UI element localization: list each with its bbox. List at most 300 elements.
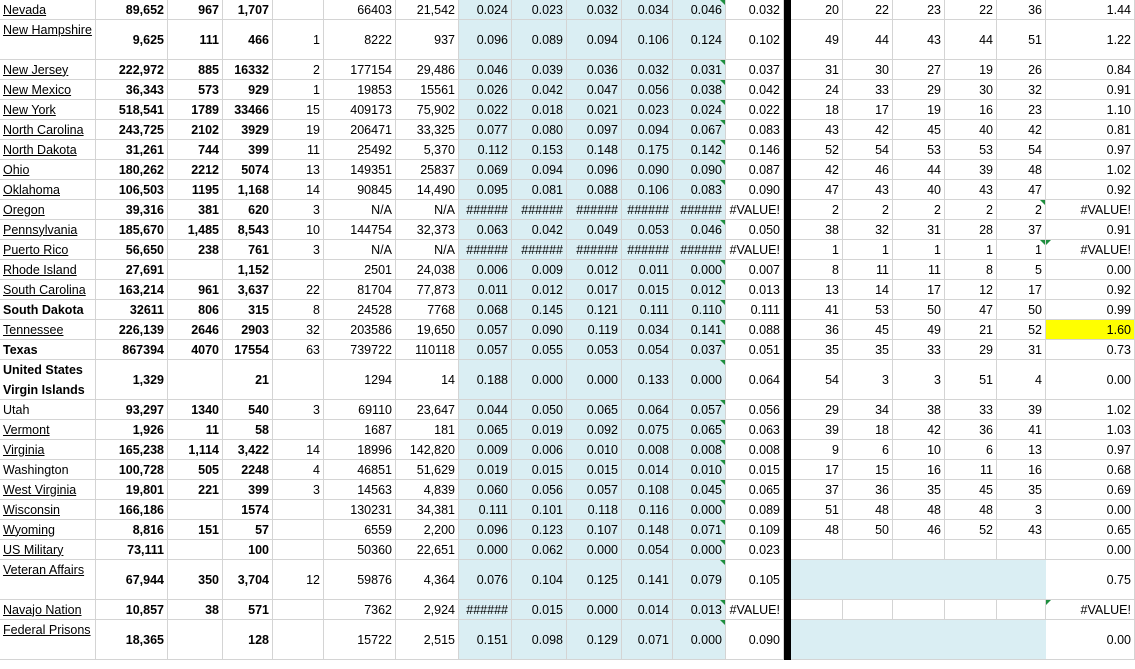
- avg-cell[interactable]: 0.050: [726, 220, 784, 240]
- rank-cell[interactable]: [843, 600, 893, 620]
- rank-cell[interactable]: 11: [843, 260, 893, 280]
- rate-cell[interactable]: 0.119: [567, 320, 622, 340]
- ratio-cell[interactable]: 1.02: [1046, 160, 1135, 180]
- col-d-cell[interactable]: 571: [223, 600, 273, 620]
- avg-cell[interactable]: 0.022: [726, 100, 784, 120]
- rate-cell[interactable]: 0.009: [512, 260, 567, 280]
- col-d-cell[interactable]: 8,543: [223, 220, 273, 240]
- rate-cell[interactable]: 0.045: [673, 480, 726, 500]
- deaths-cell[interactable]: 38: [168, 600, 223, 620]
- col-g-cell[interactable]: 24,038: [396, 260, 459, 280]
- rank-cell[interactable]: 12: [945, 280, 997, 300]
- col-g-cell[interactable]: 33,325: [396, 120, 459, 140]
- col-e-cell[interactable]: [273, 420, 324, 440]
- rank-cell[interactable]: 1: [945, 240, 997, 260]
- rate-cell[interactable]: 0.141: [622, 560, 673, 600]
- col-g-cell[interactable]: 14: [396, 360, 459, 400]
- rank-cell[interactable]: 28: [945, 220, 997, 240]
- rate-cell[interactable]: 0.000: [512, 360, 567, 400]
- rank-cell[interactable]: 33: [843, 80, 893, 100]
- rank-cell[interactable]: 8: [791, 260, 843, 280]
- deaths-cell[interactable]: [168, 360, 223, 400]
- col-g-cell[interactable]: 22,651: [396, 540, 459, 560]
- col-d-cell[interactable]: 3929: [223, 120, 273, 140]
- col-f-cell[interactable]: 130231: [324, 500, 396, 520]
- rate-cell[interactable]: 0.065: [673, 420, 726, 440]
- rate-cell[interactable]: 0.145: [512, 300, 567, 320]
- col-d-cell[interactable]: 16332: [223, 60, 273, 80]
- col-d-cell[interactable]: 1,152: [223, 260, 273, 280]
- rank-cell[interactable]: 47: [791, 180, 843, 200]
- col-g-cell[interactable]: 4,839: [396, 480, 459, 500]
- rate-cell[interactable]: 0.108: [622, 480, 673, 500]
- deaths-cell[interactable]: 2646: [168, 320, 223, 340]
- deaths-cell[interactable]: 4070: [168, 340, 223, 360]
- rate-cell[interactable]: ######: [567, 240, 622, 260]
- rate-cell[interactable]: 0.057: [567, 480, 622, 500]
- rate-cell[interactable]: 0.006: [512, 440, 567, 460]
- rate-cell[interactable]: 0.000: [567, 600, 622, 620]
- row-name-cell[interactable]: Oregon: [0, 200, 96, 220]
- rate-cell[interactable]: 0.022: [459, 100, 512, 120]
- rank-cell[interactable]: 1: [997, 240, 1046, 260]
- rank-cell[interactable]: 42: [893, 420, 945, 440]
- col-e-cell[interactable]: 1: [273, 20, 324, 60]
- col-e-cell[interactable]: 13: [273, 160, 324, 180]
- rank-cell[interactable]: 45: [945, 480, 997, 500]
- ratio-cell[interactable]: 0.92: [1046, 280, 1135, 300]
- rate-cell[interactable]: 0.054: [622, 540, 673, 560]
- col-e-cell[interactable]: 10: [273, 220, 324, 240]
- rank-cell[interactable]: 13: [791, 280, 843, 300]
- rank-cell[interactable]: 44: [843, 20, 893, 60]
- rate-cell[interactable]: 0.188: [459, 360, 512, 400]
- rate-cell[interactable]: 0.142: [673, 140, 726, 160]
- rate-cell[interactable]: 0.057: [673, 400, 726, 420]
- deaths-cell[interactable]: 1195: [168, 180, 223, 200]
- cases-cell[interactable]: 32611: [96, 300, 168, 320]
- cases-cell[interactable]: 518,541: [96, 100, 168, 120]
- rank-cell[interactable]: 14: [843, 280, 893, 300]
- row-name-cell[interactable]: North Carolina: [0, 120, 96, 140]
- merged-blank-cell[interactable]: [791, 560, 1046, 600]
- cases-cell[interactable]: 166,186: [96, 500, 168, 520]
- rate-cell[interactable]: 0.000: [673, 540, 726, 560]
- rank-cell[interactable]: 46: [843, 160, 893, 180]
- cases-cell[interactable]: 39,316: [96, 200, 168, 220]
- rank-cell[interactable]: 37: [791, 480, 843, 500]
- col-g-cell[interactable]: 77,873: [396, 280, 459, 300]
- ratio-cell[interactable]: 0.97: [1046, 440, 1135, 460]
- rank-cell[interactable]: 24: [791, 80, 843, 100]
- col-f-cell[interactable]: 177154: [324, 60, 396, 80]
- col-f-cell[interactable]: 15722: [324, 620, 396, 660]
- col-g-cell[interactable]: 14,490: [396, 180, 459, 200]
- rank-cell[interactable]: 53: [893, 140, 945, 160]
- col-f-cell[interactable]: 144754: [324, 220, 396, 240]
- avg-cell[interactable]: 0.090: [726, 620, 784, 660]
- rank-cell[interactable]: 6: [843, 440, 893, 460]
- rate-cell[interactable]: 0.044: [459, 400, 512, 420]
- rank-cell[interactable]: 53: [945, 140, 997, 160]
- deaths-cell[interactable]: 885: [168, 60, 223, 80]
- ratio-cell[interactable]: 0.69: [1046, 480, 1135, 500]
- avg-cell[interactable]: 0.109: [726, 520, 784, 540]
- deaths-cell[interactable]: 381: [168, 200, 223, 220]
- rate-cell[interactable]: 0.076: [459, 560, 512, 600]
- col-d-cell[interactable]: 58: [223, 420, 273, 440]
- rank-cell[interactable]: 11: [893, 260, 945, 280]
- rate-cell[interactable]: 0.096: [459, 520, 512, 540]
- row-name-cell[interactable]: Nevada: [0, 0, 96, 20]
- avg-cell[interactable]: 0.008: [726, 440, 784, 460]
- rank-cell[interactable]: [893, 600, 945, 620]
- col-g-cell[interactable]: 15561: [396, 80, 459, 100]
- rate-cell[interactable]: ######: [567, 200, 622, 220]
- rank-cell[interactable]: 41: [791, 300, 843, 320]
- rank-cell[interactable]: 43: [791, 120, 843, 140]
- col-d-cell[interactable]: 3,422: [223, 440, 273, 460]
- rate-cell[interactable]: 0.023: [512, 0, 567, 20]
- deaths-cell[interactable]: 1,485: [168, 220, 223, 240]
- rate-cell[interactable]: 0.047: [567, 80, 622, 100]
- rate-cell[interactable]: 0.106: [622, 20, 673, 60]
- deaths-cell[interactable]: 573: [168, 80, 223, 100]
- rank-cell[interactable]: 29: [791, 400, 843, 420]
- deaths-cell[interactable]: 238: [168, 240, 223, 260]
- col-e-cell[interactable]: [273, 0, 324, 20]
- rank-cell[interactable]: 22: [843, 0, 893, 20]
- ratio-cell[interactable]: 0.00: [1046, 620, 1135, 660]
- rank-cell[interactable]: 35: [843, 340, 893, 360]
- col-e-cell[interactable]: 32: [273, 320, 324, 340]
- rank-cell[interactable]: 39: [945, 160, 997, 180]
- rate-cell[interactable]: 0.017: [567, 280, 622, 300]
- rate-cell[interactable]: ######: [622, 240, 673, 260]
- row-name-cell[interactable]: Texas: [0, 340, 96, 360]
- rate-cell[interactable]: 0.125: [567, 560, 622, 600]
- deaths-cell[interactable]: 221: [168, 480, 223, 500]
- avg-cell[interactable]: 0.065: [726, 480, 784, 500]
- col-f-cell[interactable]: 90845: [324, 180, 396, 200]
- rank-cell[interactable]: 17: [893, 280, 945, 300]
- rate-cell[interactable]: 0.151: [459, 620, 512, 660]
- col-d-cell[interactable]: 620: [223, 200, 273, 220]
- col-d-cell[interactable]: 17554: [223, 340, 273, 360]
- row-name-cell[interactable]: Ohio: [0, 160, 96, 180]
- deaths-cell[interactable]: 744: [168, 140, 223, 160]
- rank-cell[interactable]: 23: [997, 100, 1046, 120]
- rate-cell[interactable]: 0.056: [512, 480, 567, 500]
- avg-cell[interactable]: 0.023: [726, 540, 784, 560]
- rank-cell[interactable]: 18: [791, 100, 843, 120]
- rank-cell[interactable]: 9: [791, 440, 843, 460]
- cases-cell[interactable]: 56,650: [96, 240, 168, 260]
- rank-cell[interactable]: 2: [893, 200, 945, 220]
- rate-cell[interactable]: 0.055: [512, 340, 567, 360]
- rate-cell[interactable]: 0.019: [512, 420, 567, 440]
- rate-cell[interactable]: 0.071: [673, 520, 726, 540]
- deaths-cell[interactable]: 1,114: [168, 440, 223, 460]
- cases-cell[interactable]: 100,728: [96, 460, 168, 480]
- cases-cell[interactable]: 1,329: [96, 360, 168, 400]
- rank-cell[interactable]: 22: [945, 0, 997, 20]
- col-g-cell[interactable]: N/A: [396, 240, 459, 260]
- rank-cell[interactable]: 13: [997, 440, 1046, 460]
- rate-cell[interactable]: 0.107: [567, 520, 622, 540]
- rank-cell[interactable]: 36: [843, 480, 893, 500]
- ratio-cell[interactable]: 0.68: [1046, 460, 1135, 480]
- rate-cell[interactable]: ######: [459, 200, 512, 220]
- rate-cell[interactable]: 0.133: [622, 360, 673, 400]
- avg-cell[interactable]: 0.064: [726, 360, 784, 400]
- ratio-cell[interactable]: 1.60: [1046, 320, 1135, 340]
- col-f-cell[interactable]: 206471: [324, 120, 396, 140]
- rank-cell[interactable]: 54: [843, 140, 893, 160]
- rank-cell[interactable]: 15: [843, 460, 893, 480]
- rank-cell[interactable]: 17: [997, 280, 1046, 300]
- cases-cell[interactable]: 8,816: [96, 520, 168, 540]
- rate-cell[interactable]: 0.095: [459, 180, 512, 200]
- rank-cell[interactable]: [945, 600, 997, 620]
- cases-cell[interactable]: 36,343: [96, 80, 168, 100]
- cases-cell[interactable]: 165,238: [96, 440, 168, 460]
- rank-cell[interactable]: 54: [997, 140, 1046, 160]
- row-name-cell[interactable]: United States Virgin Islands: [0, 360, 96, 400]
- col-f-cell[interactable]: 69110: [324, 400, 396, 420]
- deaths-cell[interactable]: 961: [168, 280, 223, 300]
- col-e-cell[interactable]: 3: [273, 240, 324, 260]
- rank-cell[interactable]: 32: [843, 220, 893, 240]
- cases-cell[interactable]: 243,725: [96, 120, 168, 140]
- rate-cell[interactable]: 0.046: [673, 0, 726, 20]
- rate-cell[interactable]: 0.038: [673, 80, 726, 100]
- col-d-cell[interactable]: 1,168: [223, 180, 273, 200]
- col-e-cell[interactable]: 22: [273, 280, 324, 300]
- rank-cell[interactable]: 38: [893, 400, 945, 420]
- avg-cell[interactable]: 0.015: [726, 460, 784, 480]
- col-e-cell[interactable]: 1: [273, 80, 324, 100]
- col-e-cell[interactable]: [273, 260, 324, 280]
- rank-cell[interactable]: 43: [843, 180, 893, 200]
- col-d-cell[interactable]: 100: [223, 540, 273, 560]
- rank-cell[interactable]: 40: [945, 120, 997, 140]
- avg-cell[interactable]: 0.007: [726, 260, 784, 280]
- col-g-cell[interactable]: 23,647: [396, 400, 459, 420]
- rate-cell[interactable]: 0.097: [567, 120, 622, 140]
- rate-cell[interactable]: 0.075: [622, 420, 673, 440]
- rank-cell[interactable]: 27: [893, 60, 945, 80]
- col-d-cell[interactable]: 2248: [223, 460, 273, 480]
- rate-cell[interactable]: 0.053: [567, 340, 622, 360]
- deaths-cell[interactable]: 350: [168, 560, 223, 600]
- ratio-cell[interactable]: #VALUE!: [1046, 600, 1135, 620]
- col-e-cell[interactable]: [273, 520, 324, 540]
- ratio-cell[interactable]: 1.44: [1046, 0, 1135, 20]
- rate-cell[interactable]: 0.118: [567, 500, 622, 520]
- rate-cell[interactable]: ######: [512, 200, 567, 220]
- rank-cell[interactable]: 54: [791, 360, 843, 400]
- row-name-cell[interactable]: Pennsylvania: [0, 220, 96, 240]
- rank-cell[interactable]: 36: [945, 420, 997, 440]
- deaths-cell[interactable]: [168, 620, 223, 660]
- rank-cell[interactable]: 18: [843, 420, 893, 440]
- col-d-cell[interactable]: 3,637: [223, 280, 273, 300]
- rank-cell[interactable]: 50: [997, 300, 1046, 320]
- rank-cell[interactable]: 48: [791, 520, 843, 540]
- rate-cell[interactable]: 0.067: [673, 120, 726, 140]
- cases-cell[interactable]: 10,857: [96, 600, 168, 620]
- rank-cell[interactable]: 34: [843, 400, 893, 420]
- col-f-cell[interactable]: 7362: [324, 600, 396, 620]
- col-f-cell[interactable]: 24528: [324, 300, 396, 320]
- cases-cell[interactable]: 67,944: [96, 560, 168, 600]
- avg-cell[interactable]: #VALUE!: [726, 600, 784, 620]
- ratio-cell[interactable]: 0.65: [1046, 520, 1135, 540]
- rank-cell[interactable]: 33: [945, 400, 997, 420]
- rank-cell[interactable]: 2: [945, 200, 997, 220]
- rate-cell[interactable]: 0.036: [567, 60, 622, 80]
- cases-cell[interactable]: 93,297: [96, 400, 168, 420]
- rank-cell[interactable]: [791, 600, 843, 620]
- rate-cell[interactable]: 0.090: [673, 160, 726, 180]
- rank-cell[interactable]: 52: [791, 140, 843, 160]
- deaths-cell[interactable]: [168, 500, 223, 520]
- rate-cell[interactable]: 0.034: [622, 320, 673, 340]
- rate-cell[interactable]: 0.068: [459, 300, 512, 320]
- rank-cell[interactable]: 20: [791, 0, 843, 20]
- col-e-cell[interactable]: 8: [273, 300, 324, 320]
- col-f-cell[interactable]: N/A: [324, 240, 396, 260]
- rank-cell[interactable]: 43: [997, 520, 1046, 540]
- col-d-cell[interactable]: 466: [223, 20, 273, 60]
- ratio-cell[interactable]: 0.75: [1046, 560, 1135, 600]
- rate-cell[interactable]: 0.031: [673, 60, 726, 80]
- deaths-cell[interactable]: 2212: [168, 160, 223, 180]
- rate-cell[interactable]: 0.032: [622, 60, 673, 80]
- rate-cell[interactable]: 0.056: [622, 80, 673, 100]
- rate-cell[interactable]: 0.011: [459, 280, 512, 300]
- col-g-cell[interactable]: 7768: [396, 300, 459, 320]
- rate-cell[interactable]: 0.012: [512, 280, 567, 300]
- rate-cell[interactable]: 0.008: [673, 440, 726, 460]
- rate-cell[interactable]: 0.141: [673, 320, 726, 340]
- cases-cell[interactable]: 9,625: [96, 20, 168, 60]
- cases-cell[interactable]: 185,670: [96, 220, 168, 240]
- rate-cell[interactable]: 0.112: [459, 140, 512, 160]
- rate-cell[interactable]: 0.011: [622, 260, 673, 280]
- rank-cell[interactable]: 21: [945, 320, 997, 340]
- rate-cell[interactable]: ######: [459, 600, 512, 620]
- rank-cell[interactable]: 17: [791, 460, 843, 480]
- col-g-cell[interactable]: 937: [396, 20, 459, 60]
- rank-cell[interactable]: [791, 540, 843, 560]
- rank-cell[interactable]: 39: [791, 420, 843, 440]
- row-name-cell[interactable]: Rhode Island: [0, 260, 96, 280]
- rate-cell[interactable]: 0.101: [512, 500, 567, 520]
- rank-cell[interactable]: [893, 540, 945, 560]
- col-g-cell[interactable]: 2,515: [396, 620, 459, 660]
- rate-cell[interactable]: 0.148: [567, 140, 622, 160]
- col-g-cell[interactable]: 25837: [396, 160, 459, 180]
- rate-cell[interactable]: 0.006: [459, 260, 512, 280]
- col-g-cell[interactable]: 29,486: [396, 60, 459, 80]
- rate-cell[interactable]: 0.121: [567, 300, 622, 320]
- avg-cell[interactable]: 0.087: [726, 160, 784, 180]
- col-f-cell[interactable]: 59876: [324, 560, 396, 600]
- rate-cell[interactable]: 0.098: [512, 620, 567, 660]
- rate-cell[interactable]: ######: [622, 200, 673, 220]
- rate-cell[interactable]: 0.008: [622, 440, 673, 460]
- rank-cell[interactable]: 19: [945, 60, 997, 80]
- rate-cell[interactable]: 0.094: [622, 120, 673, 140]
- col-d-cell[interactable]: 315: [223, 300, 273, 320]
- rank-cell[interactable]: 16: [893, 460, 945, 480]
- rate-cell[interactable]: 0.000: [673, 260, 726, 280]
- rank-cell[interactable]: 43: [945, 180, 997, 200]
- rank-cell[interactable]: 37: [997, 220, 1046, 240]
- rate-cell[interactable]: 0.081: [512, 180, 567, 200]
- rate-cell[interactable]: ######: [673, 200, 726, 220]
- rank-cell[interactable]: 23: [893, 0, 945, 20]
- ratio-cell[interactable]: 0.73: [1046, 340, 1135, 360]
- rank-cell[interactable]: 44: [893, 160, 945, 180]
- rate-cell[interactable]: 0.129: [567, 620, 622, 660]
- col-g-cell[interactable]: 5,370: [396, 140, 459, 160]
- row-name-cell[interactable]: Washington: [0, 460, 96, 480]
- rank-cell[interactable]: 30: [843, 60, 893, 80]
- col-f-cell[interactable]: 1294: [324, 360, 396, 400]
- rate-cell[interactable]: 0.064: [622, 400, 673, 420]
- rate-cell[interactable]: 0.079: [673, 560, 726, 600]
- rate-cell[interactable]: 0.063: [459, 220, 512, 240]
- row-name-cell[interactable]: Puerto Rico: [0, 240, 96, 260]
- cases-cell[interactable]: 1,926: [96, 420, 168, 440]
- rate-cell[interactable]: 0.111: [459, 500, 512, 520]
- avg-cell[interactable]: 0.013: [726, 280, 784, 300]
- col-g-cell[interactable]: 110118: [396, 340, 459, 360]
- rate-cell[interactable]: 0.015: [567, 460, 622, 480]
- col-e-cell[interactable]: 3: [273, 480, 324, 500]
- ratio-cell[interactable]: 0.00: [1046, 540, 1135, 560]
- rank-cell[interactable]: 8: [945, 260, 997, 280]
- rate-cell[interactable]: 0.104: [512, 560, 567, 600]
- col-f-cell[interactable]: 8222: [324, 20, 396, 60]
- col-e-cell[interactable]: 12: [273, 560, 324, 600]
- rate-cell[interactable]: 0.010: [567, 440, 622, 460]
- rank-cell[interactable]: 33: [893, 340, 945, 360]
- col-g-cell[interactable]: 4,364: [396, 560, 459, 600]
- rank-cell[interactable]: 52: [945, 520, 997, 540]
- row-name-cell[interactable]: North Dakota: [0, 140, 96, 160]
- rank-cell[interactable]: 41: [997, 420, 1046, 440]
- ratio-cell[interactable]: 1.10: [1046, 100, 1135, 120]
- avg-cell[interactable]: 0.042: [726, 80, 784, 100]
- ratio-cell[interactable]: 0.92: [1046, 180, 1135, 200]
- rank-cell[interactable]: 45: [893, 120, 945, 140]
- rate-cell[interactable]: 0.083: [673, 180, 726, 200]
- col-e-cell[interactable]: 14: [273, 180, 324, 200]
- col-e-cell[interactable]: 11: [273, 140, 324, 160]
- rate-cell[interactable]: 0.014: [622, 460, 673, 480]
- rate-cell[interactable]: 0.088: [567, 180, 622, 200]
- rate-cell[interactable]: 0.026: [459, 80, 512, 100]
- rate-cell[interactable]: 0.015: [512, 460, 567, 480]
- rate-cell[interactable]: 0.009: [459, 440, 512, 460]
- deaths-cell[interactable]: 967: [168, 0, 223, 20]
- rank-cell[interactable]: 42: [997, 120, 1046, 140]
- rate-cell[interactable]: 0.012: [567, 260, 622, 280]
